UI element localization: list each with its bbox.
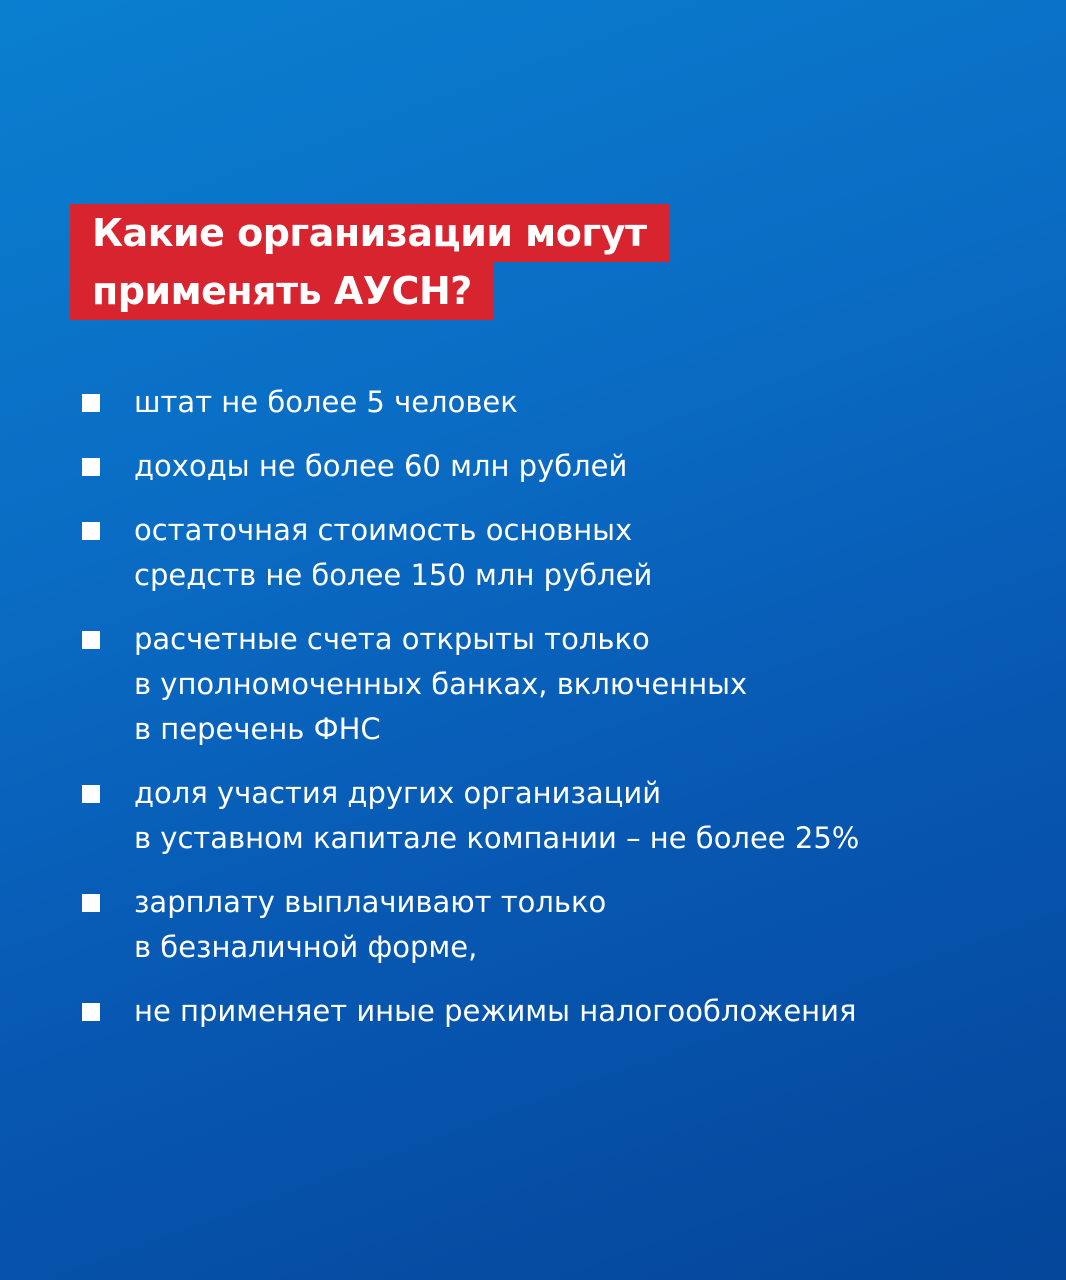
list-item-text: в перечень ФНС [134, 712, 381, 746]
list-item [82, 771, 1032, 861]
bullet-square-icon [82, 785, 100, 803]
list-item-text: остаточная стоимость основных [134, 513, 633, 547]
list-item [82, 444, 1032, 489]
headline [70, 204, 669, 320]
list-item-text: в уполномоченных банках, включенных [134, 667, 748, 701]
bullet-square-icon [82, 394, 100, 412]
bullet-square-icon [82, 458, 100, 476]
list-item-text: в безналичной форме, [134, 930, 478, 964]
list-item-text: средств не более 150 млн рублей [134, 558, 653, 592]
criteria-list [82, 380, 1032, 1053]
list-item-text: штат не более 5 человек [134, 385, 518, 419]
list-item-text: доля участия других организаций [134, 776, 662, 810]
list-item-text: расчетные счета открыты только [134, 622, 650, 656]
bullet-square-icon [82, 522, 100, 540]
list-item-text: зарплату выплачивают только [134, 885, 607, 919]
list-item [82, 617, 1032, 752]
list-item-text: в уставном капитале компании – не более 25% [134, 821, 860, 855]
list-item [82, 508, 1032, 598]
list-item [82, 989, 1032, 1034]
headline-line-2: применять АУСН? [70, 262, 494, 320]
list-item-text: не применяет иные режимы налогообложения [134, 994, 857, 1028]
bullet-square-icon [82, 894, 100, 912]
bullet-square-icon [82, 1003, 100, 1021]
list-item-text: доходы не более 60 млн рублей [134, 449, 628, 483]
bullet-square-icon [82, 631, 100, 649]
list-item [82, 380, 1032, 425]
list-item [82, 880, 1032, 970]
headline-line-1: Какие организации могут [70, 204, 669, 262]
